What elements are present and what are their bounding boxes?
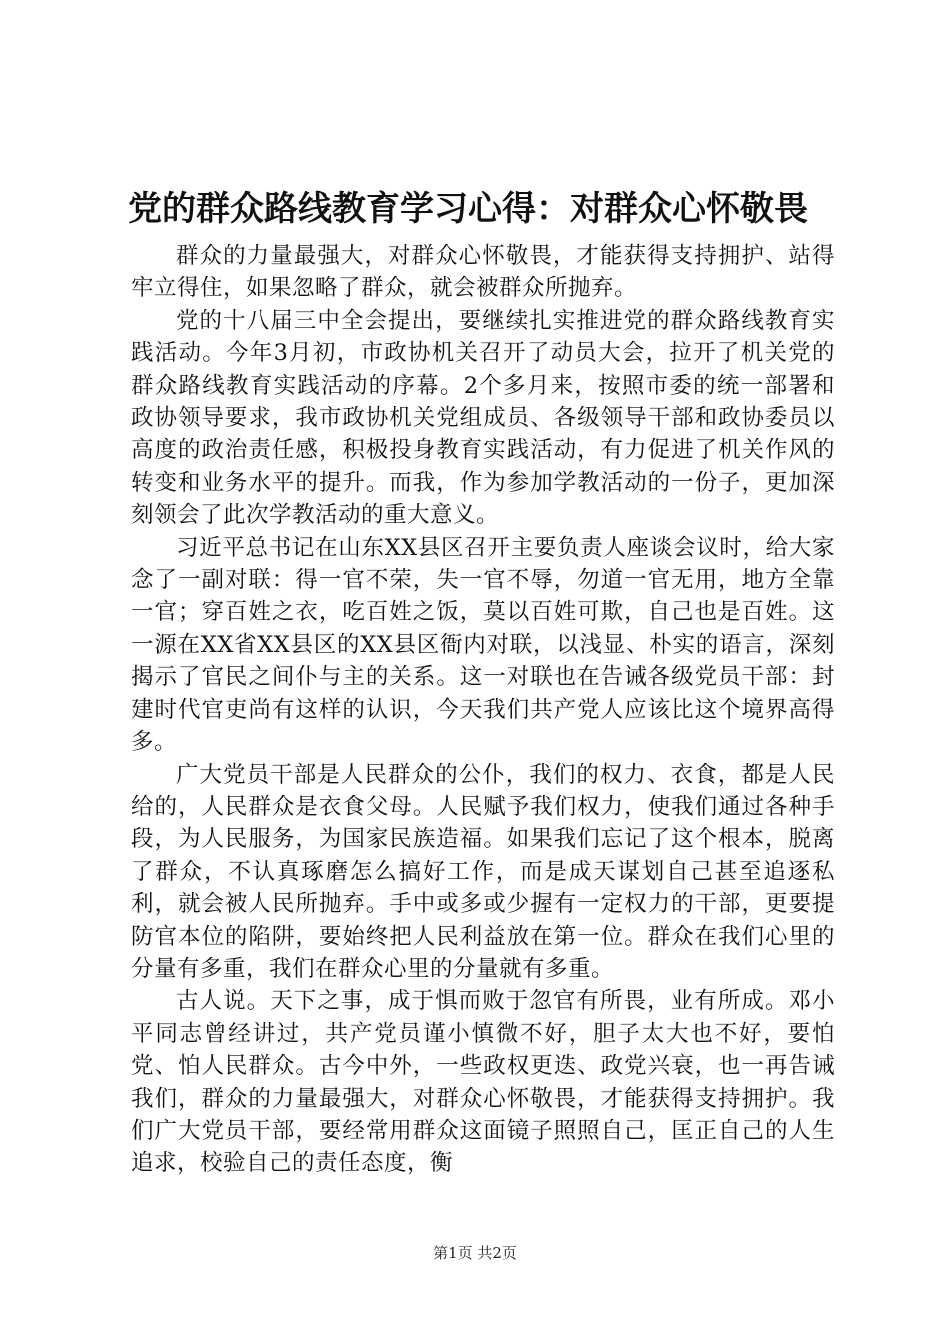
paragraph-5: 古人说。天下之事，成于惧而败于忽官有所畏，业有所成。邓小平同志曾经讲过，共产党员谨小慎微不好，胆子太大也不好，要怕党、怕人民群众。古今中外，一些政权更迭、政党兴衰，也一再告诫我们，群众的力量最强大，对群众心怀敬畏，才能获得支持拥护。我们广大党员干部，要经常用群众这面镜子照照自己，匡正自己的人生追求，校验自己的责任态度，衡 — [131, 988, 835, 1177]
page-footer: 第1页 共2页 — [433, 1244, 517, 1262]
paragraph-4: 广大党员干部是人民群众的公仆，我们的权力、衣食，都是人民给的，人民群众是衣食父母。人民赋予我们权力，使我们通过各种手段，为人民服务，为国家民族造福。如果我们忘记了这个根本，脱离了群众，不认真琢磨怎么搞好工作，而是成天谋划自己甚至追逐私利，就会被人民所抛弃。手中或多或少握有一定权力的干部，更要提防官本位的陷阱，要始终把人民利益放在第一位。群众在我们心里的分量有多重，我们在群众心里的分量就有多重。 — [131, 761, 835, 982]
document-body — [131, 240, 835, 1180]
paragraph-3: 习近平总书记在山东XX县区召开主要负责人座谈会议时，给大家念了一副对联：得一官不荣，失一官不辱，勿道一官无用，地方全靠一官；穿百姓之衣，吃百姓之饭，莫以百姓可欺，自己也是百姓。这一源在XX省XX县区的XX县区衙内对联，以浅显、朴实的语言，深刻揭示了官民之间仆与主的关系。这一对联也在告诫各级党员干部：封建时代官吏尚有这样的认识，今天我们共产党人应该比这个境界高得多。 — [131, 534, 835, 756]
paragraph-2: 党的十八届三中全会提出，要继续扎实推进党的群众路线教育实践活动。今年3月初，市政协机关召开了动员大会，拉开了机关党的群众路线教育实践活动的序幕。2个多月来，按照市委的统一部署和政协领导要求，我市政协机关党组成员、各级领导干部和政协委员以高度的政治责任感，积极投身教育实践活动，有力促进了机关作风的转变和业务水平的提升。而我，作为参加学教活动的一份子，更加深刻领会了此次学教活动的重大意义。 — [131, 307, 835, 529]
paragraph-1: 群众的力量最强大，对群众心怀敬畏，才能获得支持拥护、站得牢立得住，如果忽略了群众，就会被群众所抛弃。 — [131, 243, 835, 302]
document-title: 党的群众路线教育学习心得：对群众心怀敬畏 — [128, 189, 808, 229]
